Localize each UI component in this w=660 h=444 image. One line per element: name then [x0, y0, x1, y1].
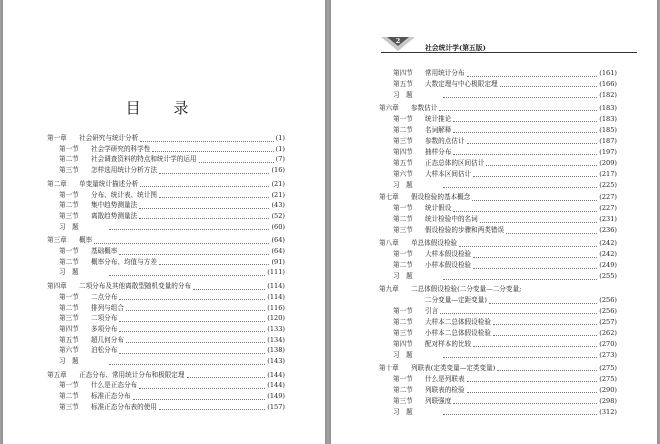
toc-entry-title: 参数的点估计: [425, 136, 465, 145]
toc-page-number: (183): [599, 114, 617, 123]
toc-chapter-entry[interactable]: [47, 282, 285, 291]
toc-entry-title: 正态总体的区间估计: [425, 158, 485, 167]
toc-entry-title: 超几何分布: [91, 335, 124, 344]
toc-section-entry[interactable]: [47, 346, 285, 355]
toc-leader-dots: [193, 284, 265, 290]
toc-entry-title: 常用统计分布: [425, 69, 465, 77]
toc-entry-label: 第三节: [59, 211, 79, 220]
toc-page-number: (236): [599, 226, 617, 235]
toc-leader-dots: [486, 160, 597, 166]
toc-leader-dots: [126, 337, 265, 343]
page-number: 2: [395, 37, 401, 45]
toc-page-number: (262): [599, 328, 617, 337]
toc-entry-label: 第三章: [47, 236, 67, 245]
toc-section-entry[interactable]: [47, 325, 285, 334]
toc-page-number: (143): [267, 357, 285, 365]
toc-entry-title: 标准正态分布表的使用: [91, 402, 157, 411]
toc-entry-label: 第四节: [59, 324, 79, 333]
toc-entry-title: 小样本假设检验: [425, 261, 472, 270]
toc-page-number: (157): [267, 402, 285, 411]
toc-section-entry[interactable]: [379, 204, 617, 213]
toc-page-number: (242): [599, 250, 617, 259]
toc-page-number: (273): [599, 350, 617, 359]
toc-section-entry[interactable]: [379, 126, 617, 135]
toc-entry-label: 习 题: [393, 272, 413, 281]
toc-chapter-entry[interactable]: [47, 236, 285, 245]
toc-entry-label: 第七章: [379, 193, 399, 202]
toc-entry-label: 习 题: [59, 222, 79, 231]
toc-entry-label: 第二节: [59, 392, 79, 401]
left-page: [3, 0, 325, 444]
toc-exercise-entry[interactable]: [47, 223, 285, 232]
toc-page-number: (298): [599, 396, 617, 405]
toc-page-number: (91): [271, 257, 285, 266]
toc-page-number: (120): [267, 314, 285, 323]
toc-entry-title: 大样本假设检验: [425, 250, 472, 259]
toc-entry-label: 第二节: [59, 303, 79, 312]
toc-leader-dots: [139, 383, 265, 389]
toc-leader-dots: [139, 213, 269, 219]
toc-entry-title: 排列与组合: [91, 303, 124, 312]
toc-entry-title: 泊松分布: [91, 346, 118, 355]
toc-entry-title: 大样本二总体假设检验: [425, 317, 491, 326]
toc-leader-dots: [473, 171, 597, 177]
toc-leader-dots: [453, 398, 597, 404]
toc-leader-dots: [109, 224, 269, 230]
toc-page-number: (1): [275, 134, 285, 142]
toc-section-entry[interactable]: [379, 307, 617, 316]
toc-chapter-entry[interactable]: [379, 104, 617, 113]
toc-page-number: (231): [599, 215, 617, 224]
toc-chapter-entry[interactable]: [379, 239, 617, 248]
toc-entry-title: 大样本区间估计: [425, 169, 472, 178]
toc-section-entry[interactable]: [47, 201, 285, 210]
toc-entry-label: 第一节: [59, 144, 79, 153]
toc-page-number: (7): [275, 155, 285, 164]
toc-entry-title: 统计推论: [425, 114, 452, 123]
toc-continuation-entry[interactable]: [379, 296, 617, 305]
toc-page-number: (166): [599, 79, 617, 88]
running-header: [381, 35, 637, 55]
toc-leader-dots: [159, 192, 270, 198]
toc-section-entry[interactable]: [379, 137, 617, 146]
toc-page-number: (52): [271, 211, 285, 220]
toc-entry-label: 第三节: [59, 402, 79, 411]
toc-page-number: (133): [267, 324, 285, 333]
toc-page-number: (21): [271, 190, 285, 199]
toc-page-number: (270): [599, 339, 617, 348]
toc-section-entry[interactable]: [47, 293, 285, 302]
toc-entry-label: 第三节: [393, 328, 413, 337]
toc-section-entry[interactable]: [47, 166, 285, 175]
toc-leader-dots: [119, 249, 269, 255]
toc-chapter-entry[interactable]: [47, 371, 285, 380]
toc-leader-dots: [473, 263, 597, 269]
toc-entry-label: 第一节: [393, 306, 413, 315]
toc-entry-label: 习 题: [393, 90, 413, 99]
toc-leader-dots: [133, 394, 266, 400]
toc-leader-dots: [453, 127, 597, 133]
toc-entry-label: 第二节: [59, 257, 79, 266]
toc-entry-label: 第二节: [393, 125, 413, 134]
toc-page-number: (111): [267, 268, 285, 277]
toc-leader-dots: [497, 365, 597, 371]
toc-section-entry[interactable]: [379, 215, 617, 224]
toc-section-entry[interactable]: [47, 336, 285, 345]
toc-leader-dots: [159, 259, 270, 265]
toc-section-entry[interactable]: [379, 159, 617, 168]
toc-exercise-entry[interactable]: [47, 268, 285, 277]
toc-entry-title: 引言: [425, 306, 439, 315]
toc-entry-title: 基础概率: [91, 247, 118, 255]
toc-page-number: (116): [267, 303, 285, 312]
toc-entry-label: 第二节: [59, 201, 79, 210]
toc-page-number: (1): [275, 144, 285, 153]
toc-entry-title: 假设检验的基本概念: [411, 193, 471, 202]
toc-page-number: (149): [267, 392, 285, 401]
toc-entry-title: 怎样选用统计分析方法: [91, 166, 157, 175]
toc-entry-label: 第一节: [59, 247, 79, 255]
toc-page-number: (144): [267, 370, 285, 379]
toc-section-entry[interactable]: [379, 397, 617, 406]
toc-entry-title: 标准正态分布: [91, 392, 131, 401]
toc-page-number: (134): [267, 335, 285, 344]
toc-leader-dots: [94, 238, 269, 244]
toc-page-number: (21): [271, 179, 285, 188]
toc-section-entry[interactable]: [379, 115, 617, 124]
toc-exercise-entry[interactable]: [379, 351, 617, 360]
toc-entry-title: 统计检验中的名词: [425, 215, 478, 224]
toc-section-entry[interactable]: [47, 212, 285, 221]
toc-entry-label: 第一节: [59, 381, 79, 390]
toc-leader-dots: [453, 149, 597, 155]
toc-entry-title: 概率分布、均值与方差: [91, 257, 157, 266]
toc-entry-label: 第四节: [393, 339, 413, 348]
toc-entry-title: 列联表(定类变量—定类变量): [411, 363, 496, 372]
toc-leader-dots: [443, 274, 597, 280]
toc-leader-dots: [467, 138, 598, 144]
toc-page-number: (185): [599, 125, 617, 134]
toc-entry-title: 二分变量—定距变量): [425, 296, 487, 304]
toc-entry-label: 第一节: [59, 190, 79, 199]
toc-page-number: (275): [599, 374, 617, 383]
toc-page-number: (227): [599, 193, 617, 202]
toc-page-number: (114): [267, 282, 285, 291]
toc-entry-label: 第六节: [393, 169, 413, 178]
toc-entry-label: 第五节: [59, 335, 79, 344]
toc-page-number: (290): [599, 385, 617, 394]
toc-page-number: (64): [271, 247, 285, 255]
toc-entry-title: 名词解释: [425, 125, 452, 134]
toc-entry-title: 列联表的检验: [425, 385, 465, 394]
toc-leader-dots: [159, 404, 265, 410]
toc-chapter-entry[interactable]: [379, 285, 617, 294]
toc-page-number: (183): [599, 103, 617, 112]
toc-section-entry[interactable]: [47, 392, 285, 401]
toc-entry-label: 第八章: [379, 239, 399, 248]
toc-leader-dots: [199, 157, 274, 163]
toc-entry-title: 假设检验的步骤和两类错误: [425, 226, 505, 235]
toc-leader-dots: [473, 252, 597, 258]
toc-entry-label: 第六章: [379, 103, 399, 112]
toc-page-number: (197): [599, 147, 617, 156]
toc-leader-dots: [159, 168, 270, 174]
toc-entry-title: 二点分布: [91, 292, 118, 301]
toc-entry-label: 第五节: [393, 79, 413, 88]
toc-leader-dots: [480, 217, 598, 223]
toc-leader-dots: [472, 195, 597, 201]
toc-section-entry[interactable]: [379, 69, 617, 78]
page-number-badge: [381, 37, 415, 51]
toc-section-entry[interactable]: [379, 318, 617, 327]
toc-page-number: (312): [599, 407, 617, 416]
toc-leader-dots: [439, 105, 597, 111]
toc-page-number: (256): [599, 296, 617, 304]
toc-leader-dots: [139, 203, 269, 209]
toc-chapter-entry[interactable]: [47, 180, 285, 189]
toc-leader-dots: [489, 298, 597, 304]
toc-section-entry[interactable]: [379, 148, 617, 157]
toc-leader-dots: [119, 316, 265, 322]
toc-entry-title: 集中趋势测量法: [91, 201, 138, 210]
toc-page-number: (255): [599, 272, 617, 281]
toc-entry-label: 习 题: [59, 268, 79, 277]
toc-leader-dots: [493, 319, 597, 325]
toc-entry-label: 第二节: [393, 215, 413, 224]
toc-page-number: (138): [267, 346, 285, 355]
toc-entry-label: 第四节: [393, 147, 413, 156]
toc-leader-dots: [126, 305, 265, 311]
toc-page-number: (161): [599, 69, 617, 77]
toc-entry-label: 第三节: [59, 314, 79, 323]
toc-leader-dots: [506, 228, 597, 234]
toc-entry-label: 第十章: [379, 363, 399, 372]
toc-leader-dots: [109, 359, 265, 365]
toc-entry-title: 多项分布: [91, 324, 118, 333]
toc-page-number: (227): [599, 204, 617, 213]
toc-exercise-entry[interactable]: [379, 408, 617, 417]
toc-entry-label: 第三节: [393, 226, 413, 235]
toc-leader-dots: [443, 182, 597, 188]
toc-entry-title: 二项分布及其他离散型随机变量的分布: [79, 282, 192, 291]
toc-entry-title: 单变量统计描述分析: [79, 179, 139, 188]
toc-entry-label: 习 题: [393, 350, 413, 359]
toc-entry-title: 抽样分布: [425, 147, 452, 156]
toc-page-number: (16): [271, 166, 285, 175]
toc-entry-title: 社会研究与统计分析: [79, 134, 139, 142]
toc-leader-dots: [443, 352, 597, 358]
toc-leader-dots: [152, 146, 273, 152]
toc-section-entry[interactable]: [379, 386, 617, 395]
toc-entry-label: 第一节: [393, 250, 413, 259]
toc-entry-label: 第三节: [393, 396, 413, 405]
toc-page-number: (217): [599, 169, 617, 178]
toc-entry-label: 第九章: [379, 285, 399, 294]
toc-chapter-entry[interactable]: [379, 364, 617, 373]
toc-leader-dots: [140, 136, 273, 142]
toc-leader-dots: [473, 341, 597, 347]
toc-section-entry[interactable]: [47, 403, 285, 412]
toc-entry-title: 概率: [79, 236, 93, 245]
toc-entry-title: 统计假设: [425, 204, 452, 213]
toc-page-number: (43): [271, 201, 285, 210]
toc-exercise-entry[interactable]: [379, 91, 617, 100]
toc-entry-label: 第三节: [59, 166, 79, 175]
toc-page-number: (256): [599, 306, 617, 315]
toc-page-number: (187): [599, 136, 617, 145]
toc-entry-title: 小样本二总体假设检验: [425, 328, 491, 337]
toc-entry-label: 习 题: [59, 357, 79, 365]
toc-entry-title: 什么是正态分布: [91, 381, 138, 390]
toc-page-number: (257): [599, 317, 617, 326]
toc-page-number: (64): [271, 236, 285, 245]
toc-entry-label: 第二节: [393, 261, 413, 270]
toc-entry-title: 列联强度: [425, 396, 452, 405]
toc-entry-label: 第一节: [393, 114, 413, 123]
toc-leader-dots: [109, 270, 265, 276]
toc-entry-title: 参数估计: [411, 103, 438, 112]
toc-entry-title: 正态分布、常用统计分布和极限定理: [79, 370, 185, 379]
toc-page-number: (275): [599, 363, 617, 372]
toc-leader-dots: [459, 241, 597, 247]
toc-entry-label: 第一节: [59, 292, 79, 301]
toc-entry-label: 第六节: [59, 346, 79, 355]
toc-section-entry[interactable]: [379, 375, 617, 384]
toc-page-number: (144): [267, 381, 285, 390]
book-title: 社会统计学(第五版): [425, 44, 486, 52]
toc-section-entry[interactable]: [47, 247, 285, 256]
toc-leader-dots: [119, 326, 265, 332]
toc-page-number: (249): [599, 261, 617, 270]
toc-section-entry[interactable]: [47, 191, 285, 200]
toc-exercise-entry[interactable]: [47, 357, 285, 366]
toc-leader-dots: [187, 372, 266, 378]
toc-leader-dots: [443, 409, 597, 415]
toc-exercise-entry[interactable]: [379, 272, 617, 281]
toc-page-number: (114): [267, 292, 285, 301]
toc-chapter-entry[interactable]: [379, 193, 617, 202]
toc-entry-label: 第一章: [47, 134, 67, 142]
toc-entry-label: 第五章: [47, 370, 67, 379]
toc-section-entry[interactable]: [47, 258, 285, 267]
toc-entry-label: 第二节: [393, 317, 413, 326]
toc-entry-title: 分布、统计表、统计图: [91, 190, 157, 199]
toc-entry-title: 什么是列联表: [425, 374, 465, 383]
toc-page-number: (209): [599, 158, 617, 167]
toc-entry-label: 习 题: [393, 407, 413, 416]
toc-section-entry[interactable]: [47, 155, 285, 164]
toc-chapter-entry[interactable]: [47, 134, 285, 143]
toc-section-entry[interactable]: [379, 170, 617, 179]
toc-entry-title: 单总体假设检验: [411, 239, 458, 248]
toc-section-entry[interactable]: [379, 340, 617, 349]
toc-entry-label: 习 题: [393, 180, 413, 189]
toc-leader-dots: [500, 81, 598, 87]
toc-heading: 目 录: [125, 99, 203, 117]
toc-section-entry[interactable]: [47, 304, 285, 313]
header-rule: [381, 52, 637, 53]
toc-leader-dots: [467, 387, 598, 393]
toc-entry-title: 配对样本的比较: [425, 339, 472, 348]
toc-entry-title: 二项分布: [91, 314, 118, 323]
toc-leader-dots: [119, 294, 265, 300]
toc-entry-title: 二总体假设检验(二分变量—二分变量;: [411, 285, 522, 294]
toc-section-entry[interactable]: [47, 381, 285, 390]
toc-page-number: (60): [271, 222, 285, 231]
toc-section-entry[interactable]: [379, 250, 617, 259]
toc-section-entry[interactable]: [379, 226, 617, 235]
toc-entry-label: 第四节: [393, 69, 413, 77]
toc-entry-title: 大数定理与中心极限定理: [425, 79, 498, 88]
toc-entry-label: 第五节: [393, 158, 413, 167]
right-page: [331, 0, 657, 444]
toc-page-number: (242): [599, 239, 617, 248]
toc-leader-dots: [440, 308, 597, 314]
toc-entry-label: 第二节: [393, 385, 413, 394]
toc-entry-title: 离散趋势测量法: [91, 211, 138, 220]
toc-leader-dots: [119, 348, 265, 354]
toc-entry-title: 社会学研究的科学性: [91, 144, 151, 153]
toc-leader-dots: [467, 71, 598, 77]
toc-entry-label: 第三节: [393, 136, 413, 145]
toc-entry-label: 第二章: [47, 179, 67, 188]
toc-section-entry[interactable]: [379, 261, 617, 270]
toc-page-number: (182): [599, 90, 617, 99]
toc-entry-title: 社会调查资料的特点和统计学的运用: [91, 155, 197, 164]
toc-section-entry[interactable]: [47, 145, 285, 154]
toc-section-entry[interactable]: [379, 329, 617, 338]
toc-section-entry[interactable]: [379, 80, 617, 89]
toc-leader-dots: [467, 376, 598, 382]
toc-entry-label: 第一节: [393, 204, 413, 213]
toc-page-number: (225): [599, 180, 617, 189]
toc-section-entry[interactable]: [47, 314, 285, 323]
toc-leader-dots: [453, 116, 597, 122]
toc-entry-label: 第一节: [393, 374, 413, 383]
toc-entry-label: 第四章: [47, 282, 67, 291]
toc-leader-dots: [140, 181, 269, 187]
toc-entry-label: 第二节: [59, 155, 79, 164]
toc-leader-dots: [443, 92, 597, 98]
toc-leader-dots: [453, 206, 597, 212]
toc-exercise-entry[interactable]: [379, 181, 617, 190]
toc-leader-dots: [493, 330, 597, 336]
